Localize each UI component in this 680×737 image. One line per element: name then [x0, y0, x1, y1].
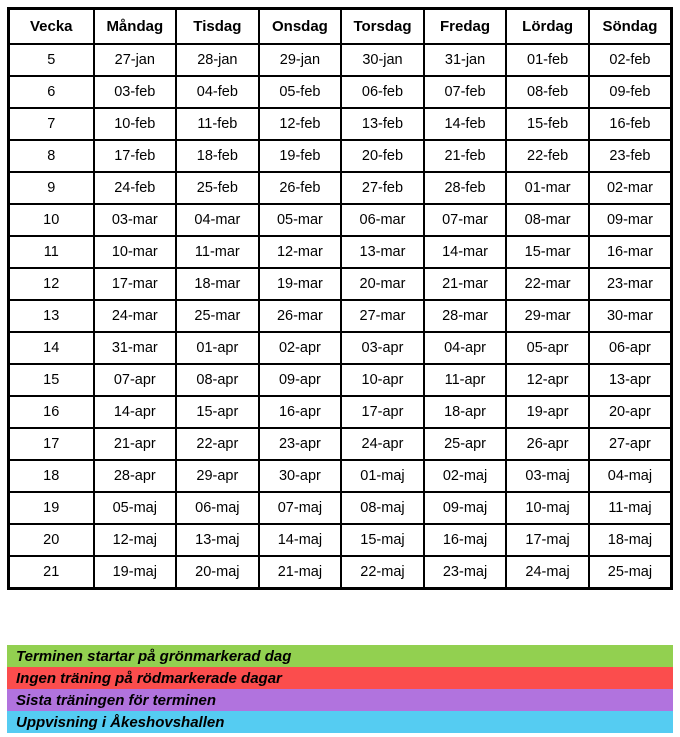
date-cell: 03-apr	[341, 332, 424, 364]
legend-item-green	[7, 645, 673, 667]
table-header-row	[9, 9, 672, 45]
date-cell: 05-apr	[506, 332, 589, 364]
header-row	[9, 9, 672, 45]
date-cell: 28-jan	[176, 44, 259, 76]
column-header-söndag: Söndag	[589, 9, 672, 45]
date-cell: 14-feb	[424, 108, 507, 140]
week-row-11	[9, 236, 672, 268]
column-header-onsdag: Onsdag	[259, 9, 342, 45]
date-cell: 19-apr	[506, 396, 589, 428]
date-cell: 10-feb	[94, 108, 177, 140]
date-cell: 19-maj	[94, 556, 177, 589]
date-cell: 03-maj	[506, 460, 589, 492]
date-cell: 23-maj	[424, 556, 507, 589]
date-cell: 04-mar	[176, 204, 259, 236]
date-cell: 16-mar	[589, 236, 672, 268]
week-number-cell: 12	[9, 268, 94, 300]
date-cell: 22-feb	[506, 140, 589, 172]
legend-item-cyan	[7, 711, 673, 733]
legend-label: Terminen startar på grönmarkerad dag	[16, 647, 292, 665]
week-number-cell: 18	[9, 460, 94, 492]
date-cell: 26-mar	[259, 300, 342, 332]
date-cell: 27-apr	[589, 428, 672, 460]
date-cell: 01-feb	[506, 44, 589, 76]
date-cell: 29-jan	[259, 44, 342, 76]
date-cell: 28-apr	[94, 460, 177, 492]
date-cell: 03-feb	[94, 76, 177, 108]
date-cell: 09-mar	[589, 204, 672, 236]
week-row-20	[9, 524, 672, 556]
date-cell: 24-apr	[341, 428, 424, 460]
date-cell: 06-apr	[589, 332, 672, 364]
date-cell: 05-mar	[259, 204, 342, 236]
date-cell: 06-maj	[176, 492, 259, 524]
date-cell: 05-feb	[259, 76, 342, 108]
column-header-vecka: Vecka	[9, 9, 94, 45]
week-number-cell: 16	[9, 396, 94, 428]
date-cell: 23-apr	[259, 428, 342, 460]
date-cell: 06-feb	[341, 76, 424, 108]
date-cell: 27-jan	[94, 44, 177, 76]
date-cell: 31-mar	[94, 332, 177, 364]
week-row-21	[9, 556, 672, 589]
date-cell: 01-maj	[341, 460, 424, 492]
date-cell: 23-mar	[589, 268, 672, 300]
date-cell: 10-mar	[94, 236, 177, 268]
date-cell: 07-apr	[94, 364, 177, 396]
date-cell: 11-apr	[424, 364, 507, 396]
date-cell: 15-feb	[506, 108, 589, 140]
week-number-cell: 11	[9, 236, 94, 268]
date-cell: 16-feb	[589, 108, 672, 140]
date-cell: 29-mar	[506, 300, 589, 332]
week-row-12	[9, 268, 672, 300]
date-cell: 27-mar	[341, 300, 424, 332]
date-cell: 01-mar	[506, 172, 589, 204]
date-cell: 07-mar	[424, 204, 507, 236]
date-cell: 03-mar	[94, 204, 177, 236]
date-cell: 07-maj	[259, 492, 342, 524]
date-cell: 09-apr	[259, 364, 342, 396]
date-cell: 13-mar	[341, 236, 424, 268]
week-number-cell: 5	[9, 44, 94, 76]
date-cell: 30-jan	[341, 44, 424, 76]
date-cell: 24-mar	[94, 300, 177, 332]
date-cell: 21-mar	[424, 268, 507, 300]
date-cell: 15-maj	[341, 524, 424, 556]
column-header-fredag: Fredag	[424, 9, 507, 45]
week-row-16	[9, 396, 672, 428]
date-cell: 15-apr	[176, 396, 259, 428]
date-cell: 17-feb	[94, 140, 177, 172]
date-cell: 12-feb	[259, 108, 342, 140]
date-cell: 22-apr	[176, 428, 259, 460]
date-cell: 30-mar	[589, 300, 672, 332]
week-row-10	[9, 204, 672, 236]
column-header-lördag: Lördag	[506, 9, 589, 45]
date-cell: 26-apr	[506, 428, 589, 460]
date-cell: 24-feb	[94, 172, 177, 204]
week-number-cell: 15	[9, 364, 94, 396]
legend-item-purple	[7, 689, 673, 711]
date-cell: 28-mar	[424, 300, 507, 332]
date-cell: 12-apr	[506, 364, 589, 396]
date-cell: 18-maj	[589, 524, 672, 556]
date-cell: 25-apr	[424, 428, 507, 460]
date-cell: 08-mar	[506, 204, 589, 236]
date-cell: 25-mar	[176, 300, 259, 332]
date-cell: 02-maj	[424, 460, 507, 492]
date-cell: 04-apr	[424, 332, 507, 364]
date-cell: 17-maj	[506, 524, 589, 556]
legend-label: Ingen träning på rödmarkerade dagar	[16, 669, 282, 687]
date-cell: 07-feb	[424, 76, 507, 108]
date-cell: 16-maj	[424, 524, 507, 556]
date-cell: 12-maj	[94, 524, 177, 556]
date-cell: 24-maj	[506, 556, 589, 589]
date-cell: 21-maj	[259, 556, 342, 589]
week-row-14	[9, 332, 672, 364]
week-row-18	[9, 460, 672, 492]
training-schedule-table	[7, 7, 673, 590]
week-number-cell: 9	[9, 172, 94, 204]
date-cell: 09-feb	[589, 76, 672, 108]
date-cell: 02-apr	[259, 332, 342, 364]
legend	[7, 645, 673, 733]
week-number-cell: 13	[9, 300, 94, 332]
date-cell: 10-apr	[341, 364, 424, 396]
date-cell: 14-maj	[259, 524, 342, 556]
legend-item-red	[7, 667, 673, 689]
week-number-cell: 8	[9, 140, 94, 172]
date-cell: 31-jan	[424, 44, 507, 76]
week-row-13	[9, 300, 672, 332]
column-header-torsdag: Torsdag	[341, 9, 424, 45]
date-cell: 16-apr	[259, 396, 342, 428]
date-cell: 20-mar	[341, 268, 424, 300]
date-cell: 09-maj	[424, 492, 507, 524]
date-cell: 22-mar	[506, 268, 589, 300]
date-cell: 14-mar	[424, 236, 507, 268]
week-row-8	[9, 140, 672, 172]
date-cell: 21-feb	[424, 140, 507, 172]
week-number-cell: 6	[9, 76, 94, 108]
date-cell: 11-mar	[176, 236, 259, 268]
week-row-9	[9, 172, 672, 204]
date-cell: 06-mar	[341, 204, 424, 236]
date-cell: 20-maj	[176, 556, 259, 589]
date-cell: 12-mar	[259, 236, 342, 268]
week-row-6	[9, 76, 672, 108]
date-cell: 18-mar	[176, 268, 259, 300]
week-row-19	[9, 492, 672, 524]
week-number-cell: 21	[9, 556, 94, 589]
date-cell: 30-apr	[259, 460, 342, 492]
date-cell: 04-feb	[176, 76, 259, 108]
date-cell: 28-feb	[424, 172, 507, 204]
date-cell: 20-apr	[589, 396, 672, 428]
week-number-cell: 7	[9, 108, 94, 140]
week-row-17	[9, 428, 672, 460]
column-header-tisdag: Tisdag	[176, 9, 259, 45]
date-cell: 19-mar	[259, 268, 342, 300]
date-cell: 08-apr	[176, 364, 259, 396]
week-number-cell: 10	[9, 204, 94, 236]
date-cell: 08-maj	[341, 492, 424, 524]
table-body	[9, 44, 672, 589]
date-cell: 14-apr	[94, 396, 177, 428]
date-cell: 18-apr	[424, 396, 507, 428]
legend-label: Uppvisning i Åkeshovshallen	[16, 713, 225, 731]
date-cell: 17-mar	[94, 268, 177, 300]
week-number-cell: 14	[9, 332, 94, 364]
date-cell: 13-maj	[176, 524, 259, 556]
week-row-5	[9, 44, 672, 76]
column-header-måndag: Måndag	[94, 9, 177, 45]
date-cell: 10-maj	[506, 492, 589, 524]
date-cell: 26-feb	[259, 172, 342, 204]
week-row-15	[9, 364, 672, 396]
date-cell: 11-maj	[589, 492, 672, 524]
date-cell: 02-feb	[589, 44, 672, 76]
date-cell: 13-feb	[341, 108, 424, 140]
legend-label: Sista träningen för terminen	[16, 691, 217, 709]
date-cell: 19-feb	[259, 140, 342, 172]
date-cell: 04-maj	[589, 460, 672, 492]
week-row-7	[9, 108, 672, 140]
date-cell: 25-feb	[176, 172, 259, 204]
date-cell: 05-maj	[94, 492, 177, 524]
date-cell: 02-mar	[589, 172, 672, 204]
date-cell: 13-apr	[589, 364, 672, 396]
date-cell: 25-maj	[589, 556, 672, 589]
week-number-cell: 20	[9, 524, 94, 556]
date-cell: 08-feb	[506, 76, 589, 108]
date-cell: 11-feb	[176, 108, 259, 140]
date-cell: 15-mar	[506, 236, 589, 268]
week-number-cell: 19	[9, 492, 94, 524]
date-cell: 27-feb	[341, 172, 424, 204]
date-cell: 17-apr	[341, 396, 424, 428]
date-cell: 21-apr	[94, 428, 177, 460]
date-cell: 20-feb	[341, 140, 424, 172]
date-cell: 23-feb	[589, 140, 672, 172]
date-cell: 22-maj	[341, 556, 424, 589]
date-cell: 18-feb	[176, 140, 259, 172]
date-cell: 29-apr	[176, 460, 259, 492]
week-number-cell: 17	[9, 428, 94, 460]
date-cell: 01-apr	[176, 332, 259, 364]
